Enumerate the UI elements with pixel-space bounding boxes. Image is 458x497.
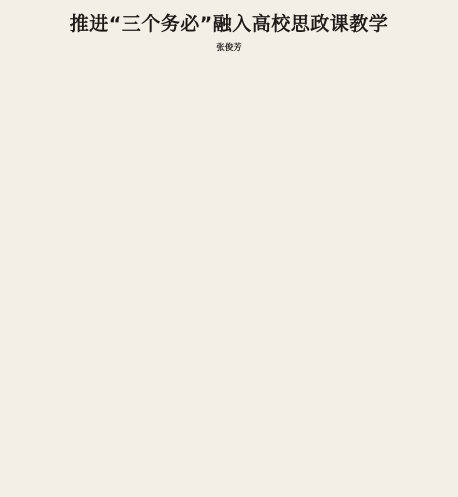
- body-paragraph: [12, 57, 224, 66]
- left-column: [12, 57, 224, 121]
- right-column: [236, 57, 448, 112]
- body-paragraph: [12, 79, 224, 88]
- body-paragraph: [236, 101, 448, 110]
- body-paragraph: [236, 57, 448, 66]
- body-paragraph: [12, 99, 224, 108]
- body-paragraph: [236, 69, 448, 78]
- body-paragraph: [236, 91, 448, 100]
- article-author: 张俊芳: [216, 43, 242, 53]
- body-paragraph: [12, 111, 224, 120]
- body-paragraph: [236, 79, 448, 88]
- body-paragraph: [12, 89, 224, 98]
- article-headline: 推进“三个务必”融入高校思政课教学: [69, 13, 389, 35]
- body-paragraph: [12, 67, 224, 76]
